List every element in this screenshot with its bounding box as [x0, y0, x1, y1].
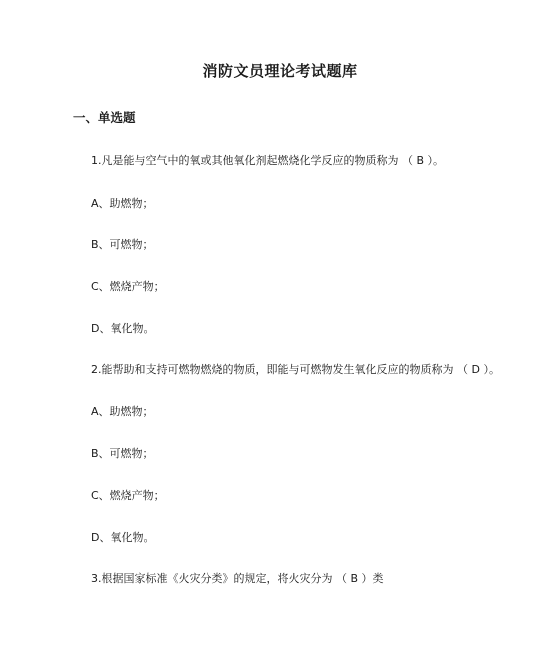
question-2-stem: 2.能帮助和支持可燃物燃烧的物质，即能与可燃物发生氧化反应的物质称为 （ D ）。 [91, 363, 500, 376]
question-2-option-a: A、助燃物； [91, 405, 154, 418]
section-heading: 一、单选题 [73, 110, 136, 125]
question-3-stem: 3.根据国家标准《火灾分类》的规定，将火灾分为 （ B ）类 [91, 572, 384, 585]
question-1-option-a: A、助燃物； [91, 197, 154, 210]
document-title: 消防文员理论考试题库 [202, 62, 358, 80]
question-1-option-c: C、燃烧产物； [91, 280, 165, 293]
question-1-stem: 1.凡是能与空气中的氧或其他氧化剂起燃烧化学反应的物质称为 （ B ）。 [91, 154, 445, 167]
question-2-option-c: C、燃烧产物； [91, 489, 165, 502]
question-1-option-d: D、氧化物。 [91, 322, 155, 335]
question-1-option-b: B、可燃物； [91, 238, 154, 251]
question-2-option-d: D、氧化物。 [91, 531, 155, 544]
question-2-option-b: B、可燃物； [91, 447, 154, 460]
